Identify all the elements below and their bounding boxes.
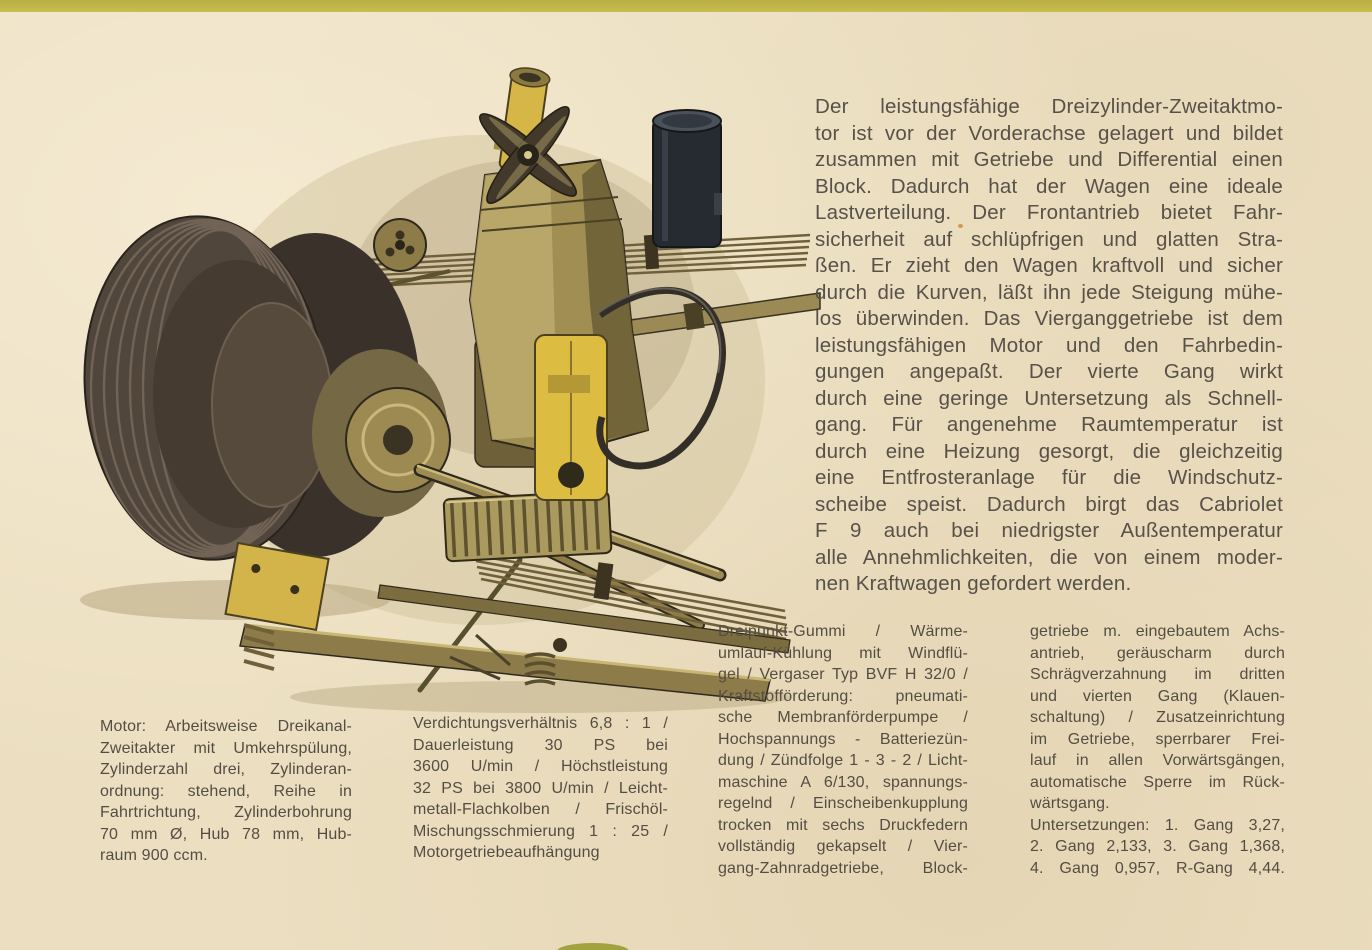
- pulley-center: [395, 240, 405, 250]
- text-line: los überwinden. Das Vierganggetriebe ist dem: [815, 307, 1283, 330]
- text-line: ßen. Er zieht den Wagen kraftvoll und sicher: [815, 254, 1283, 277]
- text-line: gel / Vergaser Typ BVF H 32/0 /: [718, 666, 968, 683]
- text-line: Motor: Arbeitsweise Dreikanal-: [100, 718, 352, 735]
- text-line: im Getriebe, sperrbarer Frei-: [1030, 730, 1285, 748]
- text-line: ordnung: stehend, Reihe in: [100, 782, 352, 800]
- wheel-rim: [212, 303, 332, 507]
- spec-column-getriebe: [1030, 621, 1285, 879]
- intro-paragraph: [815, 94, 1283, 598]
- text-line: durch die Kurven, läßt ihn jede Steigung mühe-: [815, 280, 1283, 304]
- text-line: dung / Zündfolge 1 - 3 - 2 / Licht-: [718, 752, 968, 769]
- text-line: nen Kraftwagen gefordert werden.: [815, 572, 1132, 595]
- text-line: gang-Zahnradgetriebe, Block-: [718, 859, 968, 877]
- text-line: Der leistungsfähige Dreizylinder-Zweitaktmo-: [815, 95, 1283, 118]
- text-line: maschine A 6/130, spannungs-: [718, 773, 968, 791]
- text-line: lauf in allen Vorwärtsgängen,: [1030, 752, 1285, 769]
- text-line: metall-Flachkolben / Frischöl-: [413, 801, 668, 818]
- finned-housing: [444, 491, 612, 562]
- text-line: tor ist vor der Vorderachse gelagert und bildet: [815, 121, 1283, 145]
- spec-column-kuehlung-zuendung: [718, 621, 968, 879]
- bumper-bracket: [225, 543, 328, 630]
- text-line: Mischungsschmierung 1 : 25 /: [413, 822, 668, 840]
- text-line: wärtsgang.: [1030, 795, 1110, 812]
- text-line: 70 mm Ø, Hub 78 mm, Hub-: [100, 825, 352, 843]
- text-line: scheibe speist. Dadurch birgt das Cabriolet: [815, 492, 1283, 516]
- text-line: Dreipunkt-Gummi / Wärme-: [718, 623, 968, 640]
- text-line: regelnd / Einscheibenkupplung: [718, 795, 968, 812]
- text-line: Zylinderzahl drei, Zylinderan-: [100, 761, 352, 778]
- spec-column-leistung: [413, 713, 668, 864]
- text-line: und vierten Gang (Klauen-: [1030, 687, 1285, 705]
- text-line: raum 900 ccm.: [100, 847, 208, 864]
- text-line: leistungsfähigen Motor und den Fahrbedin-: [815, 333, 1283, 357]
- top-color-band: [0, 0, 1372, 12]
- text-line: trocken mit sechs Druckfedern: [718, 816, 968, 834]
- text-line: sche Membranförderpumpe /: [718, 709, 968, 726]
- text-line: alle Annehmlichkeiten, die von einem moder-: [815, 545, 1283, 569]
- pulley-hole: [396, 231, 405, 240]
- text-line: Verdichtungsverhältnis 6,8 : 1 /: [413, 715, 668, 732]
- text-line: gungen angepaßt. Der vierte Gang wirkt: [815, 360, 1283, 383]
- text-line: Motorgetriebeaufhängung: [413, 844, 600, 861]
- text-line: umlauf-Kühlung mit Windflü-: [718, 644, 968, 662]
- text-line: durch eine Heizung gesorgt, die gleichzeitig: [815, 439, 1283, 463]
- text-line: Lastverteilung. Der Frontantrieb bietet Fahr-: [815, 201, 1283, 224]
- text-line: schaltung) / Zusatzeinrichtung: [1030, 709, 1285, 726]
- text-line: eine Entfrosteranlage für die Windschutz-: [815, 466, 1283, 489]
- text-line: gang. Für angenehme Raumtemperatur ist: [815, 413, 1283, 436]
- text-line: automatische Sperre im Rück-: [1030, 773, 1285, 791]
- hub-center: [383, 425, 413, 455]
- text-line: 32 PS bei 3800 U/min / Leicht-: [413, 779, 668, 797]
- gearbox-flange: [548, 375, 590, 393]
- gearbox-plug: [558, 462, 584, 488]
- text-line: Kraftstofförderung: pneumati-: [718, 687, 968, 705]
- text-line: Fahrtrichtung, Zylinderbohrung: [100, 804, 352, 821]
- text-line: Schrägverzahnung im dritten: [1030, 666, 1285, 683]
- text-line: 4. Gang 0,957, R-Gang 4,44.: [1030, 859, 1285, 877]
- linkage-joint: [553, 638, 567, 652]
- text-line: Block. Dadurch hat der Wagen eine ideale: [815, 174, 1283, 198]
- text-line: F 9 auch bei niedrigster Außentemperatur: [815, 519, 1283, 542]
- paper-blemish: [958, 224, 963, 228]
- text-line: sicherheit auf schlüpfrigen und glatten Stra-: [815, 227, 1283, 251]
- text-line: antrieb, geräuscharm durch: [1030, 644, 1285, 662]
- text-line: Hochspannungs - Batteriezün-: [718, 730, 968, 748]
- spec-column-motor: [100, 716, 352, 867]
- text-line: getriebe m. eingebautem Achs-: [1030, 623, 1285, 640]
- text-line: vollständig gekapselt / Vier-: [718, 838, 968, 855]
- text-line: durch eine geringe Untersetzung als Schnell-: [815, 386, 1283, 410]
- air-filter-canister: [653, 110, 722, 247]
- text-line: Zweitakter mit Umkehrspülung,: [100, 739, 352, 757]
- text-line: 3600 U/min / Höchstleistung: [413, 758, 668, 775]
- text-line: 2. Gang 2,133, 3. Gang 1,368,: [1030, 838, 1285, 855]
- pulley-hole: [406, 246, 415, 255]
- text-line: zusammen mit Getriebe und Differential einen: [815, 148, 1283, 171]
- text-line: Untersetzungen: 1. Gang 3,27,: [1030, 816, 1285, 834]
- bottom-green-mark: [557, 943, 629, 950]
- pulley-hole: [386, 248, 395, 257]
- chassis-engine-illustration: [30, 45, 822, 717]
- text-line: Dauerleistung 30 PS bei: [413, 736, 668, 754]
